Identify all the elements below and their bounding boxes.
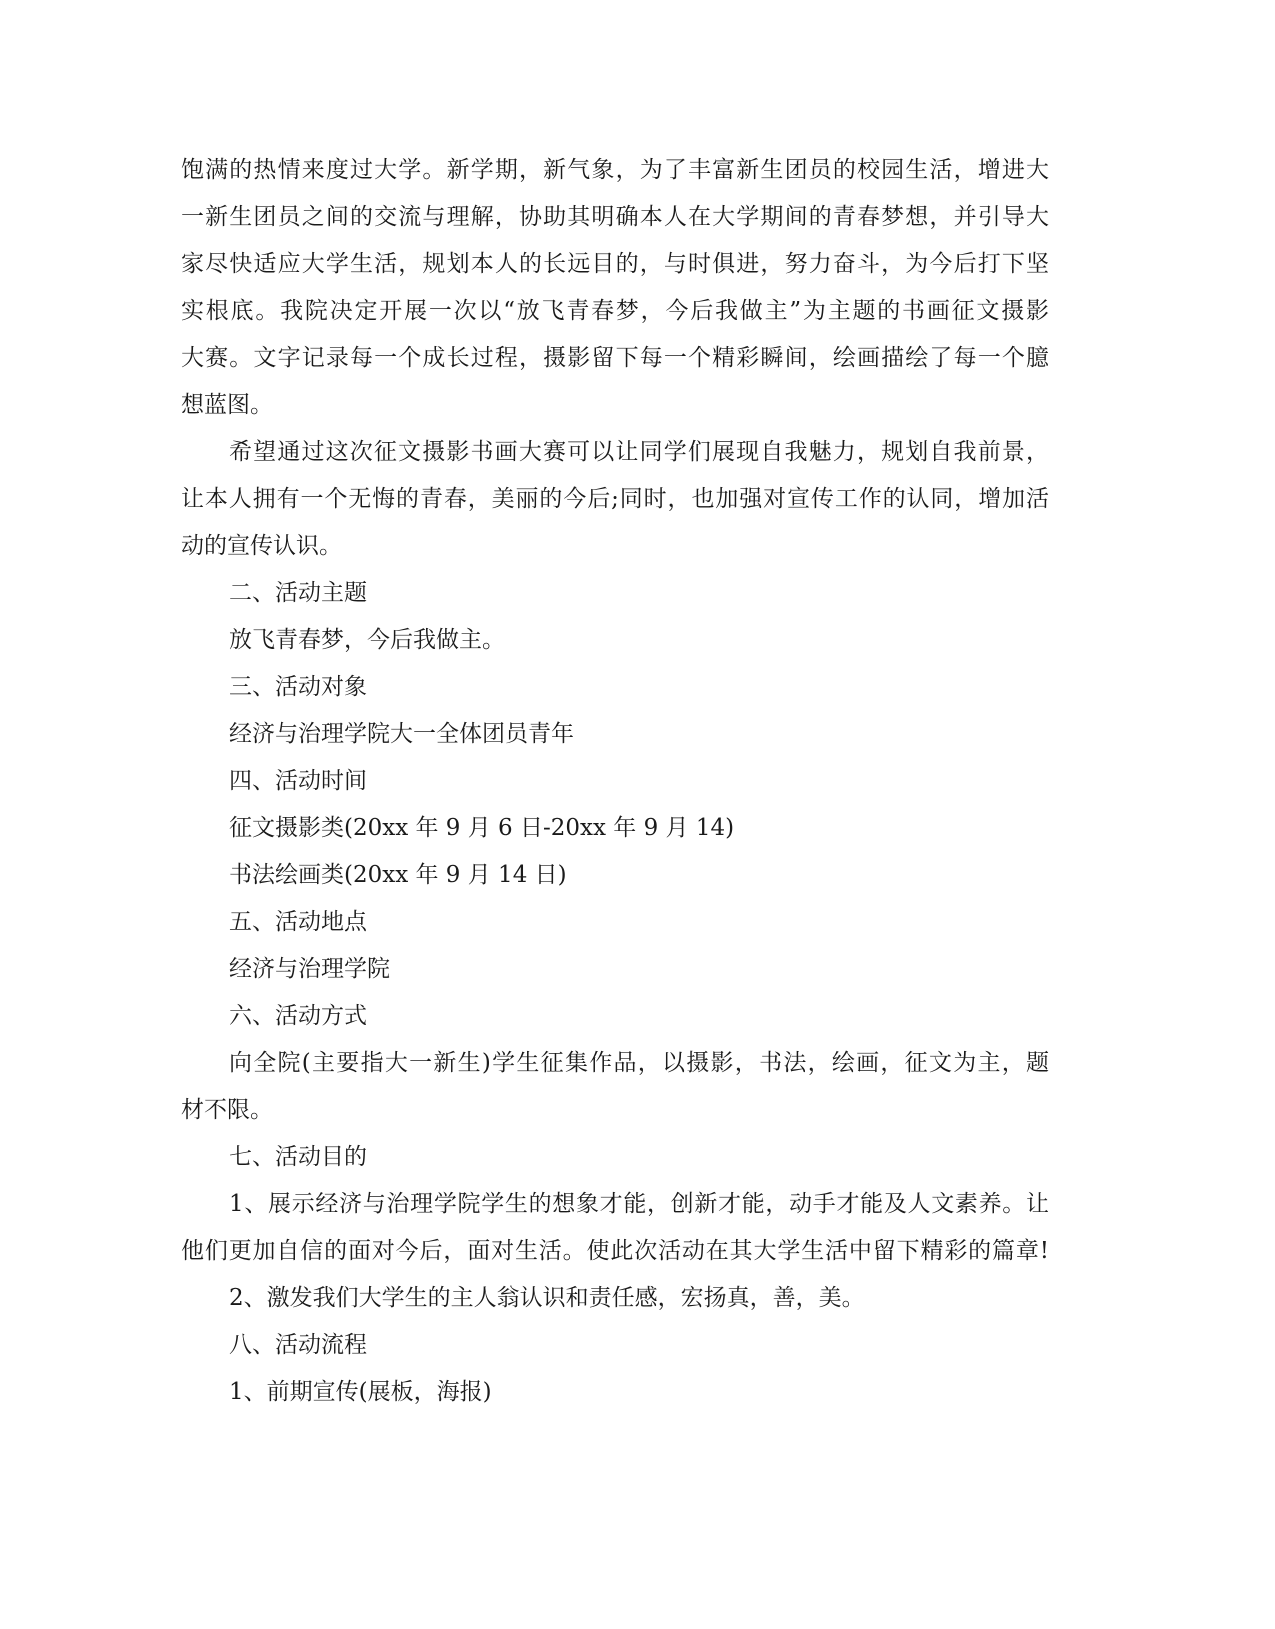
intro-paragraph-line-2: 一新生团员之间的交流与理解，协助其明确本人在大学期间的青春梦想，并引导大 <box>181 204 1049 230</box>
intro-paragraph-line-3: 家尽快适应大学生活，规划本人的长远目的，与时俱进，努力奋斗，为今后打下坚 <box>181 251 1049 277</box>
section-heading-location: 五、活动地点 <box>229 909 367 935</box>
intro-paragraph-line-6: 想蓝图。 <box>181 392 273 418</box>
section-body-time-calligraphy: 书法绘画类(20xx 年 9 月 14 日) <box>229 862 567 888</box>
section-heading-purpose: 七、活动目的 <box>229 1144 367 1170</box>
intro-paragraph-line-4: 实根底。我院决定开展一次以“放飞青春梦，今后我做主”为主题的书画征文摄影 <box>181 298 1049 324</box>
section-body-theme: 放飞青春梦，今后我做主。 <box>229 627 505 653</box>
intro-paragraph-line-5: 大赛。文字记录每一个成长过程，摄影留下每一个精彩瞬间，绘画描绘了每一个臆 <box>181 345 1049 371</box>
purpose-item-2: 2、激发我们大学生的主人翁认识和责任感，宏扬真，善，美。 <box>229 1285 865 1311</box>
purpose-item-1-line-1: 1、展示经济与治理学院学生的想象才能，创新才能，动手才能及人文素养。让 <box>229 1191 1049 1217</box>
intro-paragraph-line-1: 饱满的热情来度过大学。新学期，新气象，为了丰富新生团员的校园生活，增进大 <box>181 157 1049 183</box>
section-body-method-line-2: 材不限。 <box>181 1097 273 1123</box>
section-body-method-line-1: 向全院(主要指大一新生)学生征集作品，以摄影，书法，绘画，征文为主，题 <box>229 1050 1049 1076</box>
hope-paragraph-line-3: 动的宣传认识。 <box>181 533 342 559</box>
section-body-location: 经济与治理学院 <box>229 956 390 982</box>
purpose-item-1-line-2: 他们更加自信的面对今后，面对生活。使此次活动在其大学生活中留下精彩的篇章! <box>181 1238 1049 1264</box>
process-item-1: 1、前期宣传(展板，海报) <box>229 1379 492 1405</box>
hope-paragraph-line-1: 希望通过这次征文摄影书画大赛可以让同学们展现自我魅力，规划自我前景， <box>229 439 1049 465</box>
section-heading-process: 八、活动流程 <box>229 1332 367 1358</box>
section-body-audience: 经济与治理学院大一全体团员青年 <box>229 721 574 747</box>
section-heading-time: 四、活动时间 <box>229 768 367 794</box>
section-heading-audience: 三、活动对象 <box>229 674 367 700</box>
section-body-time-essay-photo: 征文摄影类(20xx 年 9 月 6 日-20xx 年 9 月 14) <box>229 815 735 841</box>
section-heading-method: 六、活动方式 <box>229 1003 367 1029</box>
section-heading-theme: 二、活动主题 <box>229 580 367 606</box>
hope-paragraph-line-2: 让本人拥有一个无悔的青春，美丽的今后;同时，也加强对宣传工作的认同，增加活 <box>181 486 1049 512</box>
